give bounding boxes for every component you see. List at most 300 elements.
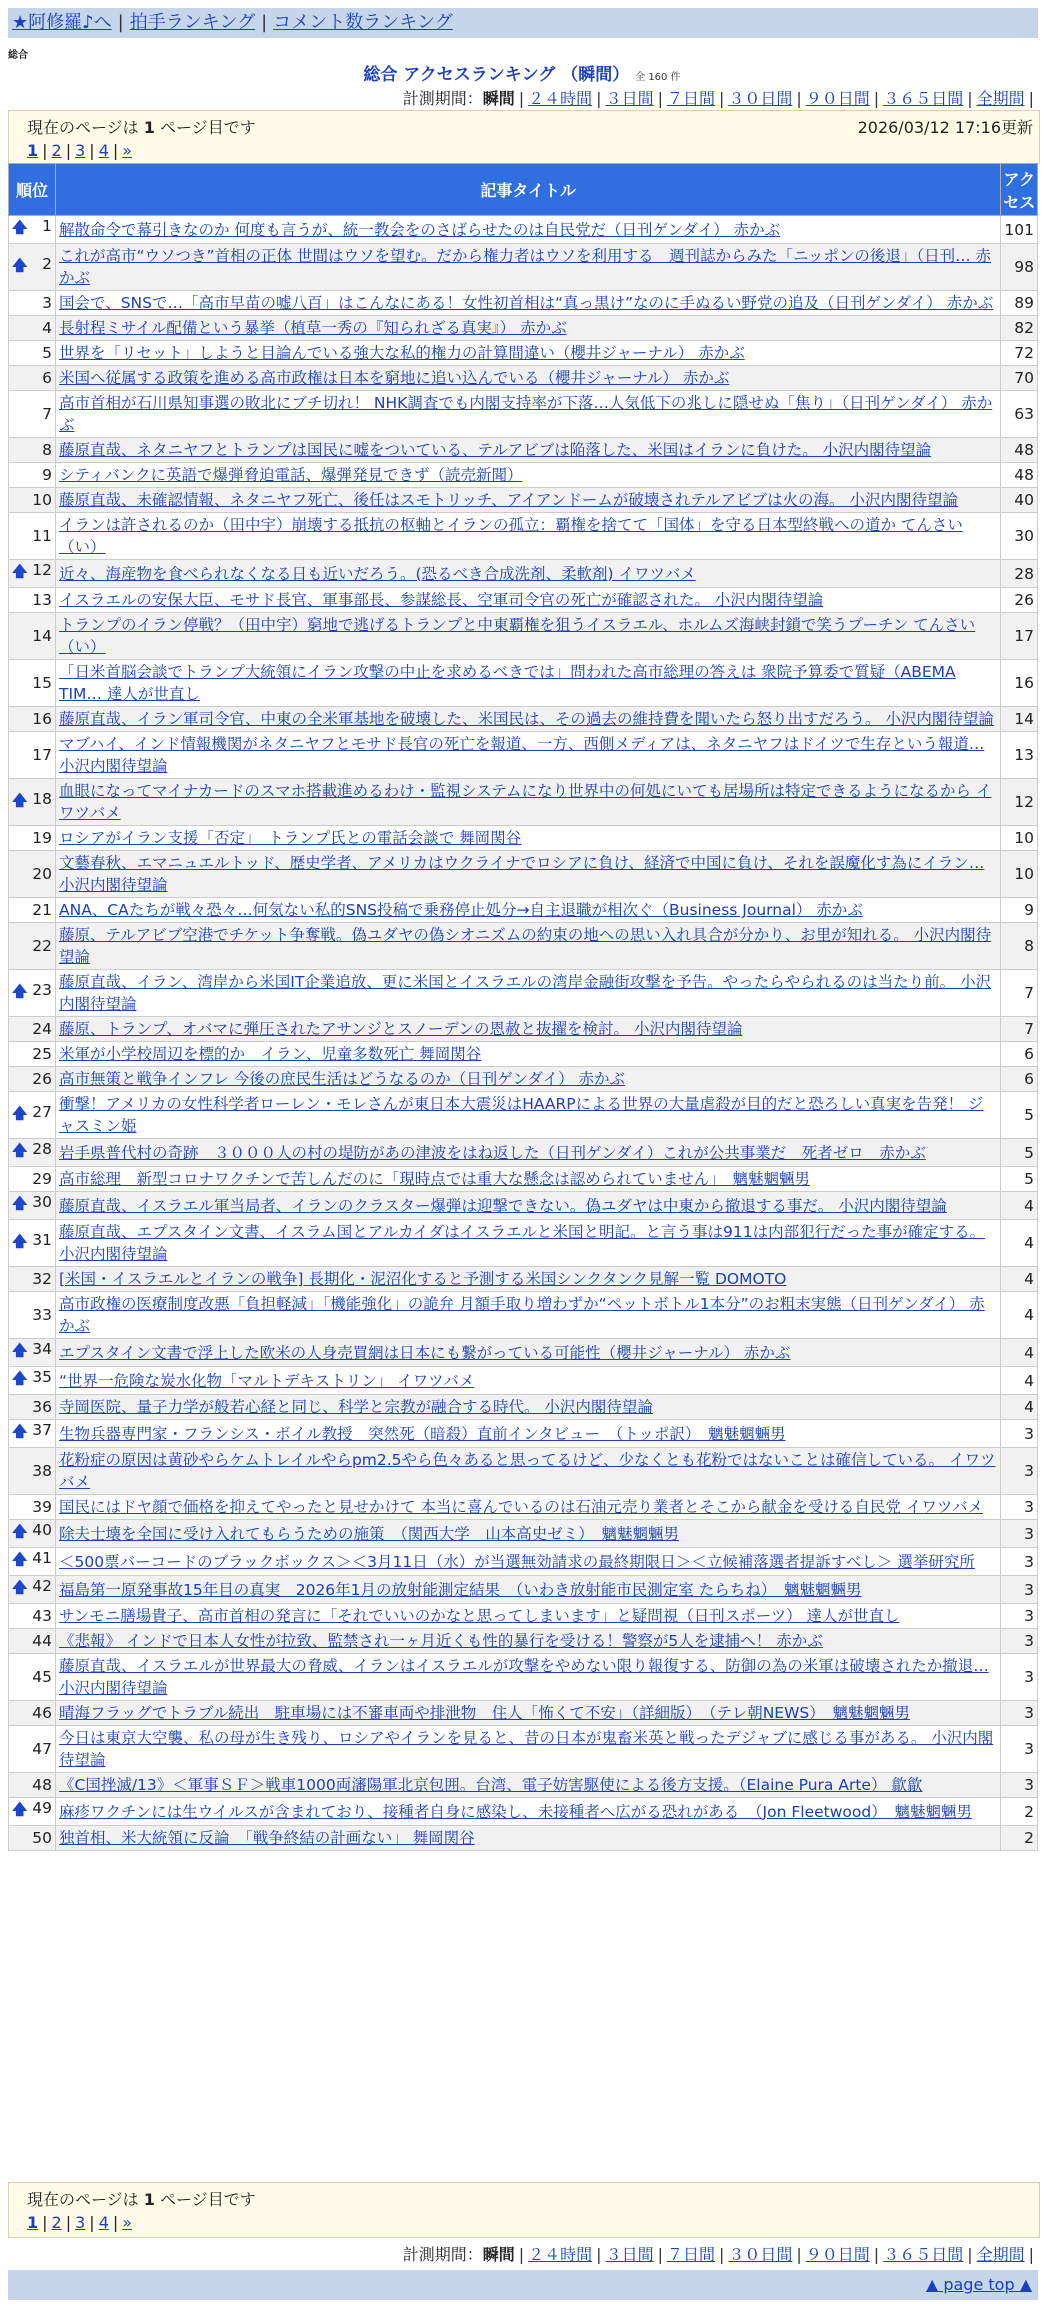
article-link[interactable]: 除夫士壊を全国に受け入れてもらうための施策 （関西大学 山本高史ゼミ） 魑魅魍魎男 bbox=[59, 1524, 680, 1543]
access-count: 40 bbox=[1001, 488, 1038, 513]
article-link[interactable]: 今日は東京大空襲、私の母が生き残り、ロシアやイランを見ると、昔の日本が鬼畜米英と戦ったデジャブに感じる事がある。 小沢内閣待望論 bbox=[59, 1729, 994, 1769]
access-count: 3 bbox=[1001, 1520, 1038, 1548]
title-cell bbox=[56, 1220, 1001, 1267]
period-link-1[interactable]: ３日間 bbox=[605, 2245, 654, 2264]
article-link[interactable]: 世界を「リセット」しようと目論んでいる強大な私的権力の計算間違い（櫻井ジャーナル） 赤かぶ bbox=[59, 344, 745, 362]
rank-number: 3 bbox=[42, 294, 52, 312]
rank-number: 2 bbox=[42, 254, 52, 273]
access-count: 98 bbox=[1001, 244, 1038, 291]
access-count: 48 bbox=[1001, 438, 1038, 463]
rank-number: 34 bbox=[32, 1340, 52, 1358]
title-cell bbox=[56, 216, 1001, 244]
rank-cell bbox=[9, 1092, 56, 1139]
page-link-2[interactable]: 2 bbox=[51, 2213, 62, 2232]
table-row bbox=[9, 1701, 1038, 1726]
article-link[interactable]: 衝撃！アメリカの女性科学者ローレン・モレさんが東日本大震災はHAARPによる世界の大量虐殺が目的だと恐ろしい真実を告発！ ジャスミン姫 bbox=[59, 1095, 984, 1135]
title-cell bbox=[56, 851, 1001, 898]
access-count: 3 bbox=[1001, 1495, 1038, 1520]
article-link[interactable]: これが高市“ウソつき”首相の正体 世間はウソを望む。だから権力者はウソを利用する 週刊誌からみた「ニッポンの後退」（日刊… 赤かぶ bbox=[59, 247, 992, 287]
page-separator: | bbox=[42, 141, 48, 160]
period-link-0[interactable]: ２４時間 bbox=[528, 2245, 593, 2264]
title-cell bbox=[56, 1495, 1001, 1520]
title-cell bbox=[56, 1826, 1001, 1851]
rank-cell bbox=[9, 1448, 56, 1495]
page-link-4[interactable]: 4 bbox=[98, 2213, 109, 2232]
table-row bbox=[9, 1017, 1038, 1042]
rank-number: 38 bbox=[32, 1462, 52, 1480]
current-page-post: ページ目です bbox=[154, 2190, 256, 2209]
article-link[interactable]: 藤原直哉、イスラエル軍当局者、イランのクラスター爆弾は迎撃できない。偽ユダヤは中東から撤退する事だ。 小沢内閣待望論 bbox=[59, 1196, 947, 1215]
article-link[interactable]: 生物兵器専門家・フランシス・ボイル教授 突然死（暗殺）直前インタビュー （トッポ訳） 魑魅魍魎男 bbox=[59, 1424, 786, 1443]
period-label: 計測期間： bbox=[402, 2245, 483, 2264]
period-current: 瞬間 bbox=[482, 89, 515, 108]
table-row bbox=[9, 1042, 1038, 1067]
article-link[interactable]: 藤原直哉、イスラエルが世界最大の脅威、イランはイスラエルが攻撃をやめない限り報復する、防御の為の米軍は破壊されたか撤退… 小沢内閣待望論 bbox=[59, 1657, 989, 1697]
article-link[interactable]: 高市首相が石川県知事選の敗北にブチ切れ！ NHK調査でも内閣支持率が下落…人気低下の兆しに隠せぬ「焦り」（日刊ゲンダイ） 赤かぶ bbox=[59, 394, 993, 434]
rank-cell bbox=[9, 923, 56, 970]
rank-up-arrow-icon: 🡅 bbox=[12, 1369, 28, 1387]
table-row bbox=[9, 560, 1038, 588]
title-cell bbox=[56, 1192, 1001, 1220]
article-link[interactable]: 福島第一原発事故15年目の真実 2026年1月の放射能測定結果 （いわき放射能市民測定室 たらちね） 魑魅魍魎男 bbox=[59, 1580, 862, 1599]
rank-number: 35 bbox=[32, 1368, 52, 1386]
title-cell bbox=[56, 560, 1001, 588]
page-link-3[interactable]: 3 bbox=[75, 141, 86, 160]
rank-up-arrow-icon: 🡅 bbox=[12, 1141, 28, 1159]
table-row bbox=[9, 463, 1038, 488]
rank-cell bbox=[9, 1576, 56, 1604]
rank-number: 18 bbox=[32, 789, 52, 808]
title-cell bbox=[56, 707, 1001, 732]
period-link-1[interactable]: ３日間 bbox=[605, 89, 654, 108]
article-link[interactable]: 藤原直哉、ネタニヤフとトランプは国民に嘘をついている、テルアビブは陥落した、米国はイランに負けた。 小沢内閣待望論 bbox=[59, 441, 932, 459]
rank-cell bbox=[9, 1192, 56, 1220]
table-row bbox=[9, 923, 1038, 970]
title-cell bbox=[56, 779, 1001, 826]
rank-number: 36 bbox=[32, 1398, 52, 1416]
rank-number: 26 bbox=[32, 1070, 52, 1088]
article-link[interactable]: 藤原、トランプ、オバマに弾圧されたアサンジとスノーデンの恩赦と抜擢を検討。 小沢内閣待望論 bbox=[59, 1020, 743, 1038]
rank-cell bbox=[9, 366, 56, 391]
article-link[interactable]: 花粉症の原因は黄砂やらケムトレイルやらpm2.5やら色々あると思ってるけど、少なくとも花粉ではないことは確信している。 イワツバメ bbox=[59, 1451, 996, 1491]
rank-number: 30 bbox=[32, 1193, 52, 1211]
table-row bbox=[9, 588, 1038, 613]
title-cell bbox=[56, 438, 1001, 463]
title-header: 記事タイトル bbox=[56, 164, 1001, 216]
title-cell bbox=[56, 1017, 1001, 1042]
rank-cell bbox=[9, 1629, 56, 1654]
table-row bbox=[9, 613, 1038, 660]
access-count: 5 bbox=[1001, 1092, 1038, 1139]
article-link[interactable]: 藤原直哉、エプスタイン文書、イスラム国とアルカイダはイスラエルと米国と明記。と言う事は911は内部犯行だった事が確定する。 小沢内閣待望論 bbox=[59, 1223, 986, 1263]
title-cell bbox=[56, 1726, 1001, 1773]
page-separator: | bbox=[42, 2213, 48, 2232]
period-separator: | bbox=[967, 2245, 973, 2264]
page-link-1[interactable]: 1 bbox=[27, 141, 39, 160]
period-separator: | bbox=[873, 2245, 880, 2264]
access-count: 101 bbox=[1001, 216, 1038, 244]
comment-ranking-link[interactable]: コメント数ランキング bbox=[273, 12, 453, 33]
rank-cell bbox=[9, 1395, 56, 1420]
rank-cell bbox=[9, 1798, 56, 1826]
page-separator: | bbox=[89, 141, 95, 160]
title-cell bbox=[56, 970, 1001, 1017]
period-link-0[interactable]: ２４時間 bbox=[528, 89, 593, 108]
applause-ranking-link[interactable]: 拍手ランキング bbox=[129, 12, 256, 33]
rank-number: 48 bbox=[32, 1776, 52, 1794]
article-link[interactable]: 高市政権の医療制度改悪「負担軽減」「機能強化」の詭弁 月額手取り増わずか“ペットボトル1本分”のお粗末実態（日刊ゲンダイ） 赤かぶ bbox=[59, 1295, 985, 1335]
article-link[interactable]: イスラエルの安保大臣、モサド長官、軍事部長、参謀総長、空軍司令官の死亡が確認された。 小沢内閣待望論 bbox=[59, 591, 824, 609]
rank-cell bbox=[9, 341, 56, 366]
period-separator: | bbox=[518, 2245, 525, 2264]
title-cell bbox=[56, 1701, 1001, 1726]
rank-up-arrow-icon: 🡅 bbox=[12, 562, 28, 580]
rank-cell bbox=[9, 613, 56, 660]
rank-cell bbox=[9, 1726, 56, 1773]
table-row bbox=[9, 826, 1038, 851]
rank-cell bbox=[9, 1520, 56, 1548]
article-link[interactable]: 《C国挫滅/13》＜軍事ＳＦ＞戦車1000両瀋陽軍北京包囲。台湾、電子妨害駆使による後方支援。（Elaine Pura Arte） 歙歙 bbox=[59, 1776, 923, 1794]
table-row bbox=[9, 1726, 1038, 1773]
rank-up-arrow-icon: 🡅 bbox=[12, 1800, 28, 1818]
article-link[interactable]: マブハイ、インド情報機関がネタニヤフとモサド長官の死亡を報道、一方、西側メディアは、ネタニヤフはドイツで生存という報道… 小沢内閣待望論 bbox=[59, 735, 985, 775]
page-separator: | bbox=[89, 2213, 95, 2232]
period-separator: | bbox=[657, 2245, 663, 2264]
title-cell bbox=[56, 1604, 1001, 1629]
period-link-3[interactable]: ３０日間 bbox=[728, 89, 793, 108]
period-link-3[interactable]: ３０日間 bbox=[728, 2245, 793, 2264]
access-count: 63 bbox=[1001, 391, 1038, 438]
rank-number: 11 bbox=[32, 527, 52, 545]
table-row bbox=[9, 970, 1038, 1017]
period-link-2[interactable]: ７日間 bbox=[666, 2245, 715, 2264]
article-link[interactable]: 独首相、米大統領に反論 「戦争終結の計画ない」 舞岡関谷 bbox=[59, 1829, 475, 1847]
period-separator: | bbox=[718, 89, 725, 108]
current-page-pre: 現在のページは bbox=[27, 2190, 144, 2209]
table-row bbox=[9, 1604, 1038, 1629]
rank-cell bbox=[9, 779, 56, 826]
article-link[interactable]: 血眼になってマイナカードのスマホ搭載進めるわけ・監視システムになり世界中の何処にいても居場所は特定できるようになるから イワツバメ bbox=[59, 782, 992, 822]
article-link[interactable]: 米軍が小学校周辺を標的か イラン、児童多数死亡 舞岡関谷 bbox=[59, 1045, 482, 1063]
article-link[interactable]: 岩手県普代村の奇跡 ３０００人の村の堤防があの津波をはね返した（日刊ゲンダイ）これが公共事業だ 死者ゼロ 赤かぶ bbox=[59, 1143, 926, 1162]
period-separator: | bbox=[1028, 2245, 1034, 2264]
rank-up-arrow-icon: 🡅 bbox=[12, 1103, 28, 1122]
home-link[interactable]: ★阿修羅♪へ bbox=[12, 12, 112, 33]
rank-cell bbox=[9, 1773, 56, 1798]
rank-number: 39 bbox=[32, 1498, 52, 1516]
article-link[interactable]: 高市無策と戦争インフレ 今後の庶民生活はどうなるのか（日刊ゲンダイ） 赤かぶ bbox=[59, 1070, 625, 1088]
access-count: 17 bbox=[1001, 613, 1038, 660]
article-link[interactable]: 藤原、テルアビブ空港でチケット争奪戦。偽ユダヤの偽シオニズムの約束の地への思い入れ具合が分かり、お里が知れる。 小沢内閣待望論 bbox=[59, 926, 992, 966]
title-cell bbox=[56, 1654, 1001, 1701]
title-cell bbox=[56, 1139, 1001, 1167]
rank-cell bbox=[9, 1495, 56, 1520]
period-link-5[interactable]: ３６５日間 bbox=[883, 2245, 964, 2264]
article-link[interactable]: 藤原直哉、イラン軍司令官、中東の全米軍基地を破壊した、米国民は、その過去の維持費を聞いたら怒り出すだろう。 小沢内閣待望論 bbox=[59, 710, 994, 728]
table-row bbox=[9, 1192, 1038, 1220]
period-separator: | bbox=[596, 2245, 602, 2264]
title-cell bbox=[56, 660, 1001, 707]
updated-time: 2026/03/12 17:16更新 bbox=[857, 118, 1033, 137]
title-cell bbox=[56, 1629, 1001, 1654]
table-row bbox=[9, 779, 1038, 826]
rank-number: 20 bbox=[32, 865, 52, 883]
access-count: 48 bbox=[1001, 463, 1038, 488]
table-row bbox=[9, 366, 1038, 391]
access-count: 5 bbox=[1001, 1139, 1038, 1167]
rank-cell bbox=[9, 707, 56, 732]
article-link[interactable]: 米国へ従属する政策を進める高市政権は日本を窮地に追い込んでいる（櫻井ジャーナル） 赤かぶ bbox=[59, 369, 730, 387]
access-count: 16 bbox=[1001, 660, 1038, 707]
rank-number: 21 bbox=[32, 901, 52, 919]
access-count: 4 bbox=[1001, 1339, 1038, 1367]
period-link-5[interactable]: ３６５日間 bbox=[883, 89, 964, 108]
access-count: 4 bbox=[1001, 1367, 1038, 1395]
title-cell bbox=[56, 1420, 1001, 1448]
article-link[interactable]: サンモニ膳場貴子、高市首相の発言に「それでいいのかなと思ってしまいます」と疑問視（日刊スポーツ） 達人が世直し bbox=[59, 1607, 900, 1625]
access-count: 3 bbox=[1001, 1629, 1038, 1654]
title-cell bbox=[56, 1395, 1001, 1420]
period-separator: | bbox=[967, 89, 973, 108]
total-count: 全 160 件 bbox=[635, 72, 681, 83]
rank-number: 33 bbox=[32, 1306, 52, 1324]
period-current: 瞬間 bbox=[482, 2245, 515, 2264]
access-header: アクセス bbox=[1001, 164, 1038, 216]
period-separator: | bbox=[518, 89, 525, 108]
table-row bbox=[9, 898, 1038, 923]
title-cell bbox=[56, 1267, 1001, 1292]
table-row bbox=[9, 1773, 1038, 1798]
page-links bbox=[27, 2213, 132, 2232]
article-link[interactable]: ロシアがイラン支援「否定」 トランプ氏との電話会談で 舞岡関谷 bbox=[59, 829, 522, 847]
article-link[interactable]: 解散命令で幕引きなのか 何度も言うが、統一教会をのさばらせたのは自民党だ（日刊ゲンダイ） 赤かぶ bbox=[59, 220, 781, 239]
period-selector-bottom bbox=[403, 2242, 1038, 2265]
category-label: 総合 bbox=[8, 50, 28, 61]
article-link[interactable]: 藤原直哉、未確認情報、ネタニヤフ死亡、後任はスモトリッチ、アイアンドームが破壊されテルアビブは火の海。 小沢内閣待望論 bbox=[59, 491, 958, 509]
article-link[interactable]: 長射程ミサイル配備という暴挙（植草一秀の『知られざる真実』） 赤かぶ bbox=[59, 319, 567, 337]
rank-cell bbox=[9, 244, 56, 291]
rank-number: 40 bbox=[32, 1521, 52, 1539]
title-cell bbox=[56, 1067, 1001, 1092]
rank-cell bbox=[9, 463, 56, 488]
period-separator: | bbox=[718, 2245, 725, 2264]
article-link[interactable]: 寺岡医院、量子力学が般若心経と同じ、科学と宗教が融合する時代。 小沢内閣待望論 bbox=[59, 1398, 653, 1416]
title-cell bbox=[56, 391, 1001, 438]
title-cell bbox=[56, 1773, 1001, 1798]
article-link[interactable]: 「日米首脳会談でトランプ大統領にイラン攻撃の中止を求めるべきでは」問われた高市総理の答えは 衆院予算委で質疑（ABEMA TIM… 達人が世直し bbox=[59, 663, 956, 703]
rank-cell bbox=[9, 488, 56, 513]
rank-up-arrow-icon: 🡅 bbox=[12, 1231, 28, 1250]
page-link-4[interactable]: 4 bbox=[98, 141, 109, 160]
rank-number: 6 bbox=[42, 369, 52, 387]
page-link-3[interactable]: 3 bbox=[75, 2213, 86, 2232]
table-row bbox=[9, 1367, 1038, 1395]
article-link[interactable]: シティバンクに英語で爆弾脅迫電話、爆弾発見できず（読売新聞） bbox=[59, 466, 523, 484]
article-link[interactable]: 国会で、SNSで…「高市早苗の嘘八百」はこんなにある！女性初首相は“真っ黒け”なのに手ぬるい野党の追及（日刊ゲンダイ） 赤かぶ bbox=[59, 294, 994, 312]
footer-bar bbox=[8, 2270, 1038, 2300]
rank-header: 順位 bbox=[9, 164, 56, 216]
title-cell bbox=[56, 1339, 1001, 1367]
title-cell bbox=[56, 1167, 1001, 1192]
table-row bbox=[9, 1654, 1038, 1701]
table-row bbox=[9, 1520, 1038, 1548]
rank-cell bbox=[9, 1604, 56, 1629]
nav-separator: | bbox=[117, 12, 124, 33]
table-row bbox=[9, 1798, 1038, 1826]
title-cell bbox=[56, 1548, 1001, 1576]
rank-number: 43 bbox=[32, 1607, 52, 1625]
access-count: 82 bbox=[1001, 316, 1038, 341]
table-row bbox=[9, 1267, 1038, 1292]
article-link[interactable]: [米国・イスラエルとイランの戦争] 長期化・泥沼化すると予測する米国シンクタンク見解一覧 DOMOTO bbox=[59, 1270, 787, 1288]
access-count: 10 bbox=[1001, 851, 1038, 898]
access-count: 3 bbox=[1001, 1654, 1038, 1701]
table-row bbox=[9, 1548, 1038, 1576]
table-row bbox=[9, 341, 1038, 366]
next-page-link[interactable]: » bbox=[122, 2213, 133, 2232]
article-link[interactable]: トランプのイラン停戦？（田中宇）窮地で逃げるトランプと中東覇権を狙うイスラエル、ホルムズ海峡封鎖で笑うプーチン てんさい（い） bbox=[59, 616, 976, 656]
access-count: 4 bbox=[1001, 1292, 1038, 1339]
rank-number: 13 bbox=[32, 591, 52, 609]
period-link-6[interactable]: 全期間 bbox=[976, 89, 1025, 108]
rank-cell bbox=[9, 660, 56, 707]
rank-cell bbox=[9, 1167, 56, 1192]
rank-number: 47 bbox=[32, 1740, 52, 1758]
table-row bbox=[9, 1448, 1038, 1495]
table-row bbox=[9, 1292, 1038, 1339]
access-count: 28 bbox=[1001, 560, 1038, 588]
title-cell bbox=[56, 588, 1001, 613]
page-title bbox=[0, 60, 1044, 85]
table-row bbox=[9, 391, 1038, 438]
article-link[interactable]: 藤原直哉、イラン、湾岸から米国IT企業追放、更に米国とイスラエルの湾岸金融街攻撃を予告。やったらやられるのは当たり前。 小沢内閣待望論 bbox=[59, 973, 992, 1013]
period-label: 計測期間： bbox=[402, 89, 483, 108]
title-cell bbox=[56, 732, 1001, 779]
rank-number: 9 bbox=[42, 466, 52, 484]
article-link[interactable]: 文藝春秋、エマニュエルトッド、歴史学者、アメリカはウクライナでロシアに負け、経済で中国に負け、それを誤魔化す為にイラン… 小沢内閣待望論 bbox=[59, 854, 985, 894]
current-page-text bbox=[27, 115, 256, 138]
title-cell bbox=[56, 244, 1001, 291]
current-page-number: 1 bbox=[143, 118, 155, 137]
access-count: 3 bbox=[1001, 1604, 1038, 1629]
rank-number: 32 bbox=[32, 1270, 52, 1288]
table-row bbox=[9, 513, 1038, 560]
nav-separator: | bbox=[261, 12, 268, 33]
access-count: 3 bbox=[1001, 1576, 1038, 1604]
title-cell bbox=[56, 488, 1001, 513]
rank-up-arrow-icon: 🡅 bbox=[12, 790, 28, 809]
rank-number: 7 bbox=[42, 405, 52, 423]
rank-number: 14 bbox=[32, 627, 52, 645]
access-count: 26 bbox=[1001, 588, 1038, 613]
rank-cell bbox=[9, 216, 56, 244]
period-link-4[interactable]: ９０日間 bbox=[805, 89, 870, 108]
page-separator: | bbox=[65, 2213, 72, 2232]
table-row bbox=[9, 707, 1038, 732]
access-count: 13 bbox=[1001, 732, 1038, 779]
access-count: 3 bbox=[1001, 1701, 1038, 1726]
page-separator: | bbox=[112, 2213, 119, 2232]
table-row bbox=[9, 851, 1038, 898]
page-link-1[interactable]: 1 bbox=[27, 2213, 39, 2232]
title-cell bbox=[56, 366, 1001, 391]
top-nav-bar bbox=[8, 8, 1038, 38]
access-count: 9 bbox=[1001, 898, 1038, 923]
article-link[interactable]: イランは許されるのか（田中宇）崩壊する抵抗の枢軸とイランの孤立：覇権を捨てて「国体」を守る日本型終戦への道か てんさい（い） bbox=[59, 516, 963, 556]
ranking-table bbox=[8, 163, 1038, 1851]
access-count: 12 bbox=[1001, 779, 1038, 826]
rank-cell bbox=[9, 826, 56, 851]
article-link[interactable]: エプスタイン文書で浮上した欧米の人身売買網は日本にも繋がっている可能性（櫻井ジャーナル） 赤かぶ bbox=[59, 1343, 791, 1362]
table-row bbox=[9, 488, 1038, 513]
table-row bbox=[9, 1495, 1038, 1520]
period-separator: | bbox=[796, 89, 802, 108]
table-row bbox=[9, 660, 1038, 707]
table-row bbox=[9, 316, 1038, 341]
table-row bbox=[9, 1629, 1038, 1654]
access-count: 70 bbox=[1001, 366, 1038, 391]
period-link-6[interactable]: 全期間 bbox=[976, 2245, 1025, 2264]
rank-cell bbox=[9, 513, 56, 560]
title-cell bbox=[56, 1092, 1001, 1139]
article-link[interactable]: 高市総理 新型コロナワクチンで苦しんだのに「現時点では重大な懸念は認められていません」 魑魅魍魎男 bbox=[59, 1170, 810, 1188]
access-count: 14 bbox=[1001, 707, 1038, 732]
title-cell bbox=[56, 463, 1001, 488]
article-link[interactable]: ＜500票バーコードのブラックボックス＞＜3月11日（水）が当選無効請求の最終期限日＞＜立候補落選者提訴すべし＞ 選挙研究所 bbox=[59, 1552, 975, 1571]
access-count: 7 bbox=[1001, 1017, 1038, 1042]
article-link[interactable]: 晴海フラッグでトラブル続出 駐車場には不審車両や排泄物 住人「怖くて不安」（詳細版） （テレ朝NEWS） 魑魅魍魎男 bbox=[59, 1704, 911, 1722]
rank-number: 5 bbox=[42, 344, 52, 362]
article-link[interactable]: 麻疹ワクチンには生ウイルスが含まれており、接種者自身に感染し、未接種者へ広がる恐れがある （Jon Fleetwood） 魑魅魍魎男 bbox=[59, 1802, 972, 1821]
rank-up-arrow-icon: 🡅 bbox=[12, 1422, 28, 1440]
rank-cell bbox=[9, 1367, 56, 1395]
article-link[interactable]: “世界一危険な炭水化物「マルトデキストリン」 イワツバメ bbox=[59, 1371, 475, 1390]
access-count: 4 bbox=[1001, 1192, 1038, 1220]
current-page-text bbox=[27, 2187, 256, 2210]
rank-up-arrow-icon: 🡅 bbox=[12, 255, 28, 274]
access-count: 3 bbox=[1001, 1548, 1038, 1576]
rank-cell bbox=[9, 1826, 56, 1851]
title-cell bbox=[56, 1798, 1001, 1826]
table-row bbox=[9, 1167, 1038, 1192]
article-link[interactable]: 国民にはドヤ顔で価格を抑えてやったと見せかけて 本当に喜んでいるのは石油元売り業者とそこから献金を受ける自民党 イワツバメ bbox=[59, 1498, 984, 1516]
article-link[interactable]: 《悲報》 インドで日本人女性が拉致、監禁され一ヶ月近くも性的暴行を受ける！警察が5人を逮捕へ！ 赤かぶ bbox=[59, 1632, 823, 1650]
pager-top bbox=[8, 110, 1040, 164]
article-link[interactable]: 近々、海産物を食べられなくなる日も近いだろう。(恐るべき合成洗剤、柔軟剤) イワツバメ bbox=[59, 564, 696, 583]
page-link-2[interactable]: 2 bbox=[51, 141, 62, 160]
rank-cell bbox=[9, 851, 56, 898]
access-count: 4 bbox=[1001, 1267, 1038, 1292]
rank-number: 45 bbox=[32, 1668, 52, 1686]
period-separator: | bbox=[1028, 89, 1034, 108]
title-cell bbox=[56, 826, 1001, 851]
period-link-4[interactable]: ９０日間 bbox=[805, 2245, 870, 2264]
rank-cell bbox=[9, 1017, 56, 1042]
next-page-link[interactable]: » bbox=[122, 141, 133, 160]
access-count: 3 bbox=[1001, 1448, 1038, 1495]
access-count: 6 bbox=[1001, 1067, 1038, 1092]
table-row bbox=[9, 1067, 1038, 1092]
article-link[interactable]: ANA、CAたちが戦々恐々…何気ない私的SNS投稿で乗務停止処分→自主退職が相次ぐ（Business Journal） 赤かぶ bbox=[59, 901, 863, 919]
page-top-link[interactable]: ▲ page top ▲ bbox=[925, 2275, 1032, 2294]
rank-number: 41 bbox=[32, 1549, 52, 1567]
rank-number: 31 bbox=[32, 1230, 52, 1249]
rank-cell bbox=[9, 391, 56, 438]
rank-number: 25 bbox=[32, 1045, 52, 1063]
period-link-2[interactable]: ７日間 bbox=[666, 89, 715, 108]
rank-cell bbox=[9, 898, 56, 923]
current-page-post: ページ目です bbox=[154, 118, 256, 137]
